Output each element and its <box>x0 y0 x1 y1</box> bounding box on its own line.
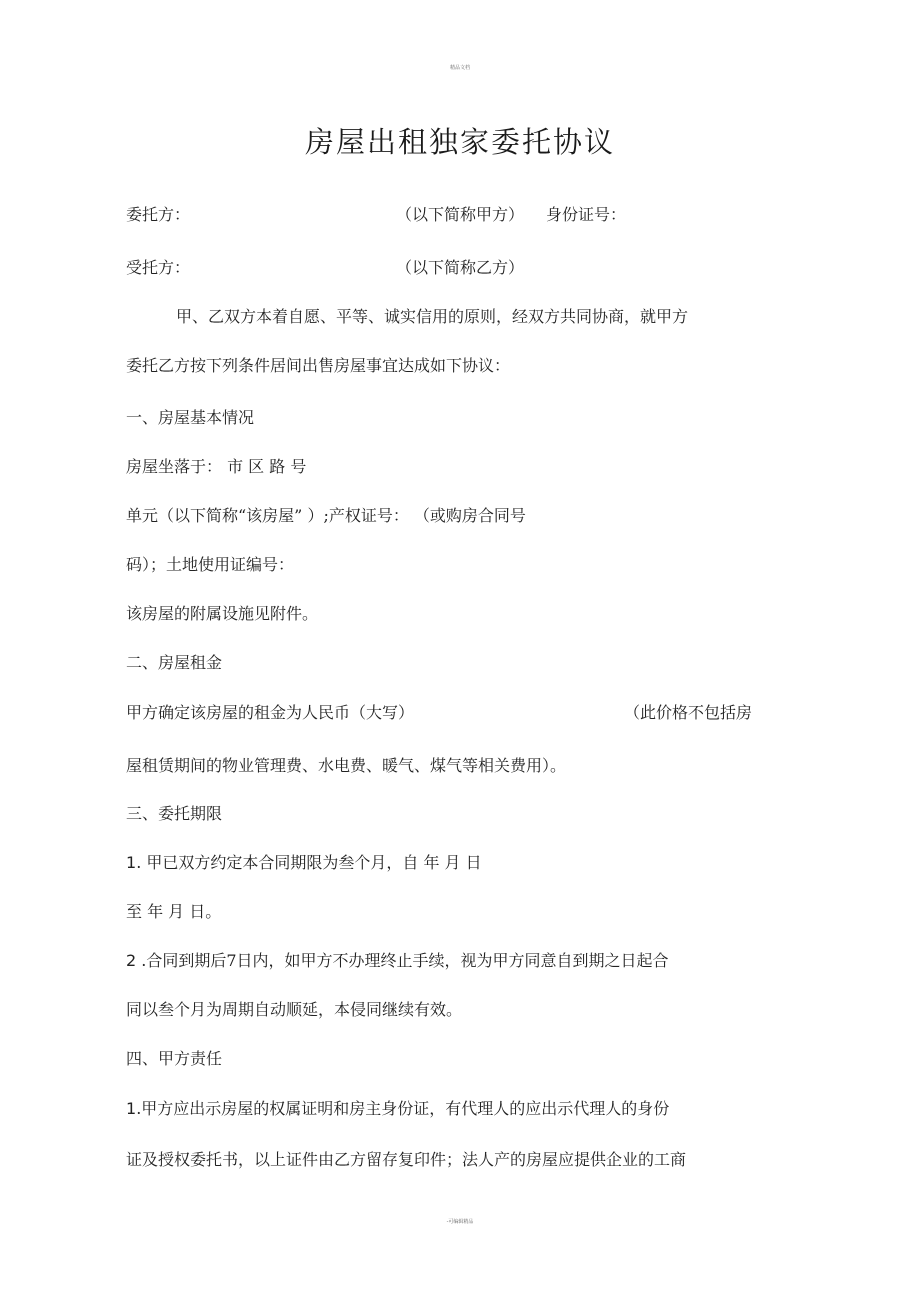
intro-line-1: 甲、乙双方本着自愿、平等、诚实信用的原则，经双方共同协商，就甲方 <box>176 307 689 326</box>
section-3-item-1-continuation: 至 年 月 日。 <box>126 902 222 921</box>
section-3-item-2-continuation: 同以叁个月为周期自动顺延，本侵同继续有效。 <box>126 1000 463 1019</box>
section-4-item-1 <box>126 1099 669 1119</box>
section-2-rent-left: 甲方确定该房屋的租金为人民币（大写） <box>126 703 415 722</box>
section-2-rent-right: （此价格不包括房 <box>624 703 753 722</box>
section-4-item-1-text: .甲方应出示房屋的权属证明和房主身份证，有代理人的应出示代理人的身份 <box>136 1099 670 1118</box>
section-3-item-1-text: . 甲已双方约定本合同期限为叁个月，自 年 月 日 <box>136 853 482 872</box>
party-a-alias: （以下简称甲方） <box>396 205 525 224</box>
section-3-item-1 <box>126 853 482 873</box>
section-1-location: 房屋坐落于： 市 区 路 号 <box>126 457 307 476</box>
party-b-alias: （以下简称乙方） <box>396 258 525 277</box>
section-3-heading: 三、委托期限 <box>126 804 223 823</box>
party-b-label: 受托方： <box>126 258 191 277</box>
section-2-heading: 二、房屋租金 <box>126 653 223 672</box>
section-3-item-2-text: .合同到期后7日内，如甲方不办理终止手续，视为甲方同意自到期之日起合 <box>136 951 669 970</box>
section-2-rent-line-2: 屋租赁期间的物业管理费、水电费、暖气、煤气等相关费用）。 <box>126 756 567 775</box>
party-a-label: 委托方： <box>126 205 191 224</box>
section-1-land-line: 码）；土地使用证编号： <box>126 555 295 574</box>
section-1-attachment-line: 该房屋的附属设施见附件。 <box>126 604 319 623</box>
section-3-item-1-number: 1 <box>126 853 137 872</box>
intro-line-2: 委托乙方按下列条件居间出售房屋事宜达成如下协议： <box>126 356 511 375</box>
section-3-item-2-number: 2 <box>126 951 137 970</box>
section-4-item-1-continuation: 证及授权委托书，以上证件由乙方留存复印件；法人产的房屋应提供企业的工商 <box>126 1150 687 1169</box>
party-a-id-label: 身份证号： <box>546 205 627 224</box>
section-4-heading: 四、甲方责任 <box>126 1049 223 1068</box>
document-title: 房屋出租独家委托协议 <box>304 125 615 159</box>
section-1-unit-line: 单元（以下简称“该房屋” ）;产权证号： （或购房合同号 <box>126 506 526 525</box>
section-4-item-1-number: 1 <box>126 1099 137 1118</box>
section-1-heading: 一、房屋基本情况 <box>126 408 255 427</box>
header-note: 精品文档 <box>449 65 470 71</box>
section-3-item-2 <box>126 951 669 971</box>
footer-note: -可编辑精品 <box>446 1219 474 1225</box>
